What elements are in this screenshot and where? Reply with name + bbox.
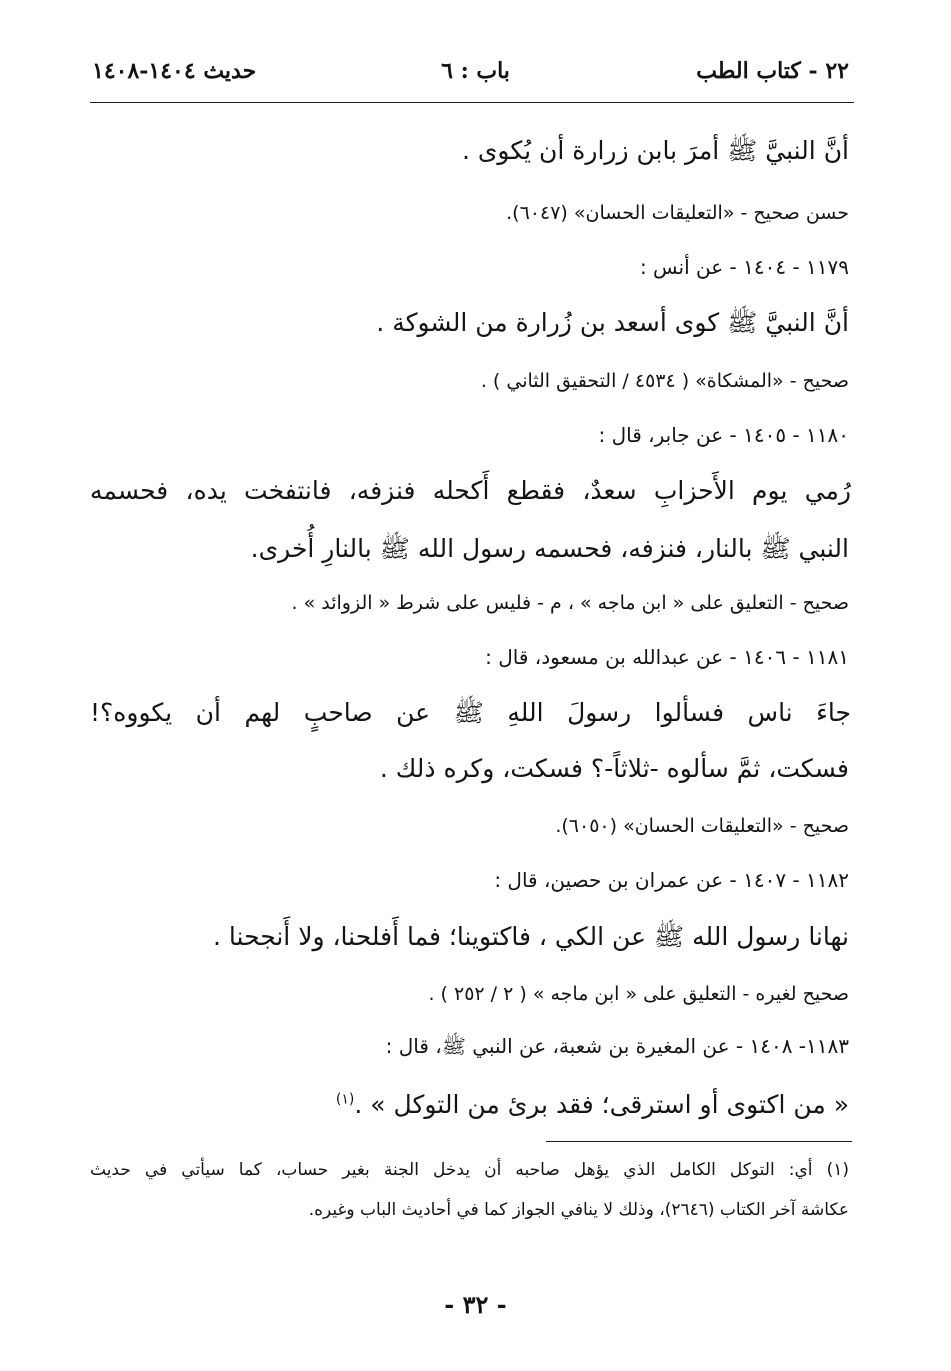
grading-line bbox=[292, 592, 849, 614]
header-hadith-range: حديث ١٤٠٤-١٤٠٨ bbox=[92, 58, 257, 84]
line-text: أنَّ النبيَّ ﷺ كوى أسعد بن زُرارة من الشوكة . bbox=[376, 308, 849, 337]
line-text: صحيح - «التعليقات الحسان» (٦٠٥٠). bbox=[555, 815, 849, 837]
line-text: نهانا رسول الله ﷺ عن الكي ، فاكتوينا؛ فما أَفلحنا، ولا أَنجحنا . bbox=[213, 922, 849, 951]
hadith-text-line bbox=[213, 921, 849, 958]
grading-line bbox=[481, 370, 849, 392]
header-section: باب : ٦ bbox=[441, 58, 510, 84]
grading-line bbox=[506, 202, 849, 224]
line-text: ١١٨٢ - ١٤٠٧ - عن عمران بن حصين، قال : bbox=[494, 868, 849, 892]
hadith-text-line bbox=[376, 307, 849, 344]
footnote-line-2: عكاشة آخر الكتاب (٢٦٤٦)، وذلك لا ينافي الجواز كما في أحاديث الباب وغيره. bbox=[308, 1200, 849, 1220]
line-text: أنَّ النبيَّ ﷺ أمرَ بابن زرارة أن يُكوى . bbox=[461, 136, 849, 165]
hadith-text-line bbox=[90, 476, 851, 505]
line-text: ١١٨٣- ١٤٠٨ - عن المغيرة بن شعبة، عن النبي ﷺ، قال : bbox=[385, 1034, 849, 1058]
grading-line bbox=[555, 815, 849, 837]
header-rule bbox=[90, 102, 854, 103]
hadith-number-line bbox=[386, 1034, 849, 1063]
hadith-text-line bbox=[90, 697, 851, 734]
line-text: صحيح لغيره - التعليق على « ابن ماجه » ( ٢ / ٢٥٢ ) . bbox=[428, 983, 849, 1005]
page-number: - ٣٢ - bbox=[444, 1290, 507, 1319]
hadith-number-line bbox=[485, 645, 849, 669]
line-text: صحيح - «المشكاة» ( ٤٥٣٤ / التحقيق الثاني ) . bbox=[480, 370, 849, 392]
footnote-marker: (١) bbox=[335, 1091, 355, 1108]
line-text: ١١٧٩ - ١٤٠٤ - عن أنس : bbox=[639, 255, 849, 279]
grading-line bbox=[428, 983, 849, 1005]
footnote-rule bbox=[546, 1141, 852, 1142]
line-text: ١١٨٠ - ١٤٠٥ - عن جابر، قال : bbox=[598, 423, 849, 447]
line-text: ١١٨١ - ١٤٠٦ - عن عبدالله بن مسعود، قال : bbox=[485, 645, 849, 669]
hadith-text-line bbox=[336, 1090, 849, 1119]
line-text: « من اكتوى أو استرقى؛ فقد برئ من التوكل » . bbox=[354, 1090, 849, 1119]
hadith-number-line bbox=[640, 255, 849, 279]
hadith-number-line bbox=[494, 868, 849, 892]
header-chapter-title: ٢٢ - كتاب الطب bbox=[696, 58, 849, 84]
hadith-text-line bbox=[380, 754, 849, 783]
line-text: حسن صحيح - «التعليقات الحسان» (٦٠٤٧). bbox=[506, 202, 849, 224]
line-text: جاءَ ناس فسألوا رسولَ اللهِ ﷺ عن صاحبٍ لهم أن يكووه؟! bbox=[90, 698, 851, 727]
footnote-line-1: (١) أي: التوكل الكامل الذي يؤهل صاحبه أن يدخل الجنة بغير حساب، كما سيأتي في حديث bbox=[90, 1160, 849, 1180]
line-text: النبي ﷺ بالنار، فنزفه، فحسمه رسول الله ﷺ بالنارِ أُخرى. bbox=[250, 534, 849, 563]
hadith-text-line bbox=[251, 533, 849, 570]
line-text: رُمي يوم الأَحزابِ سعدٌ، فقطع أَكحله فنزفه، فانتفخت يده، فحسمه bbox=[90, 476, 851, 505]
line-text: صحيح - التعليق على « ابن ماجه » ، م - فليس على شرط « الزوائد » . bbox=[291, 592, 849, 614]
hadith-number-line bbox=[599, 423, 849, 447]
line-text: فسكت، ثمَّ سألوه -ثلاثاً-؟ فسكت، وكره ذلك . bbox=[379, 754, 849, 783]
hadith-text-line bbox=[462, 135, 849, 172]
